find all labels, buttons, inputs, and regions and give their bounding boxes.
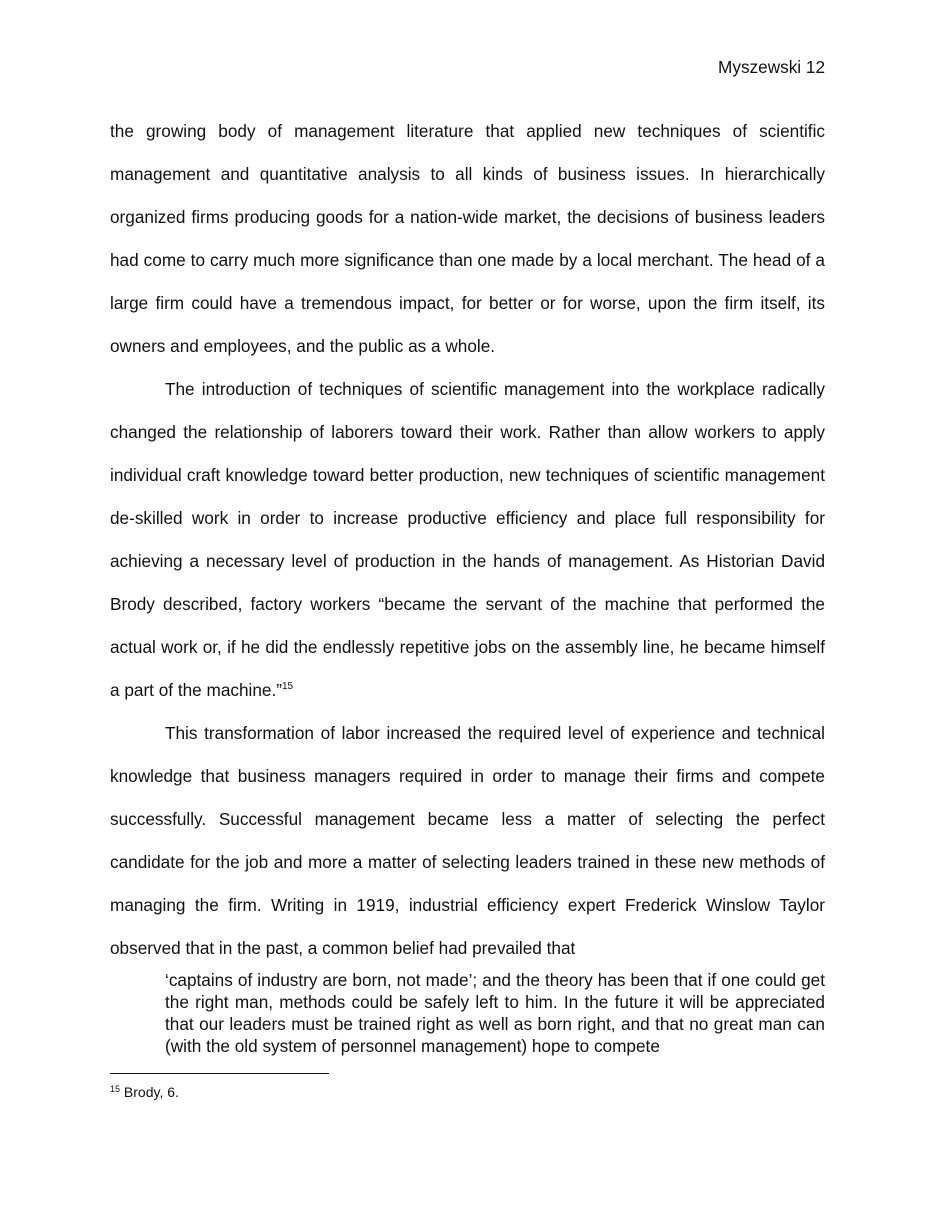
body-text xyxy=(110,110,825,970)
paragraph-1-text: the growing body of management literature that applied new techniques of scientific management and quantitative analysis to all kinds of business issues. In hierarchically organized firms producing goods for a nation-wide market, the decisions of business leaders had come to carry much more significance than one made by a local merchant. The head of a large firm could have a tremendous impact, for better or for worse, upon the firm itself, its owners and employees, and the public as a whole. xyxy=(110,121,825,356)
paragraph-3-text: This transformation of labor increased the required level of experience and technical knowledge that business managers required in order to manage their firms and compete successfully. Successful management became less a matter of selecting the perfect candidate for the job and more a matter of selecting leaders trained in these new methods of managing the firm. Writing in 1919, industrial efficiency expert Frederick Winslow Taylor observed that in the past, a common belief had prevailed that xyxy=(110,723,825,958)
footnote-separator xyxy=(110,1073,329,1074)
footnote-reference: 15 xyxy=(281,681,294,692)
footnote-text: Brody, 6. xyxy=(123,1084,179,1100)
paragraph-1 xyxy=(110,110,825,368)
paragraph-2-text: The introduction of techniques of scientific management into the workplace radically changed the relationship of laborers toward their work. Rather than allow workers to apply individual craft knowledge toward better production, new techniques of scientific management de-skilled work in order to increase productive efficiency and place full responsibility for achieving a necessary level of production in the hands of management. As Historian David Brody described, factory workers “became the servant of the machine that performed the actual work or, if he did the endlessly repetitive jobs on the assembly line, he became himself a part of the machine.” xyxy=(110,379,825,700)
paragraph-2 xyxy=(110,368,825,712)
footnote-number: 15 xyxy=(110,1084,121,1094)
running-head: Myszewski 12 xyxy=(718,57,825,77)
footnote xyxy=(110,1082,179,1102)
block-quote: ‘captains of industry are born, not made’; and the theory has been that if one could get the right man, methods could be safely left to him. In the future it will be appreciated that our leaders must be trained right as well as born right, and that no great man can (with the old system of personnel management) hope to compete xyxy=(165,970,825,1056)
paragraph-3 xyxy=(110,712,825,970)
